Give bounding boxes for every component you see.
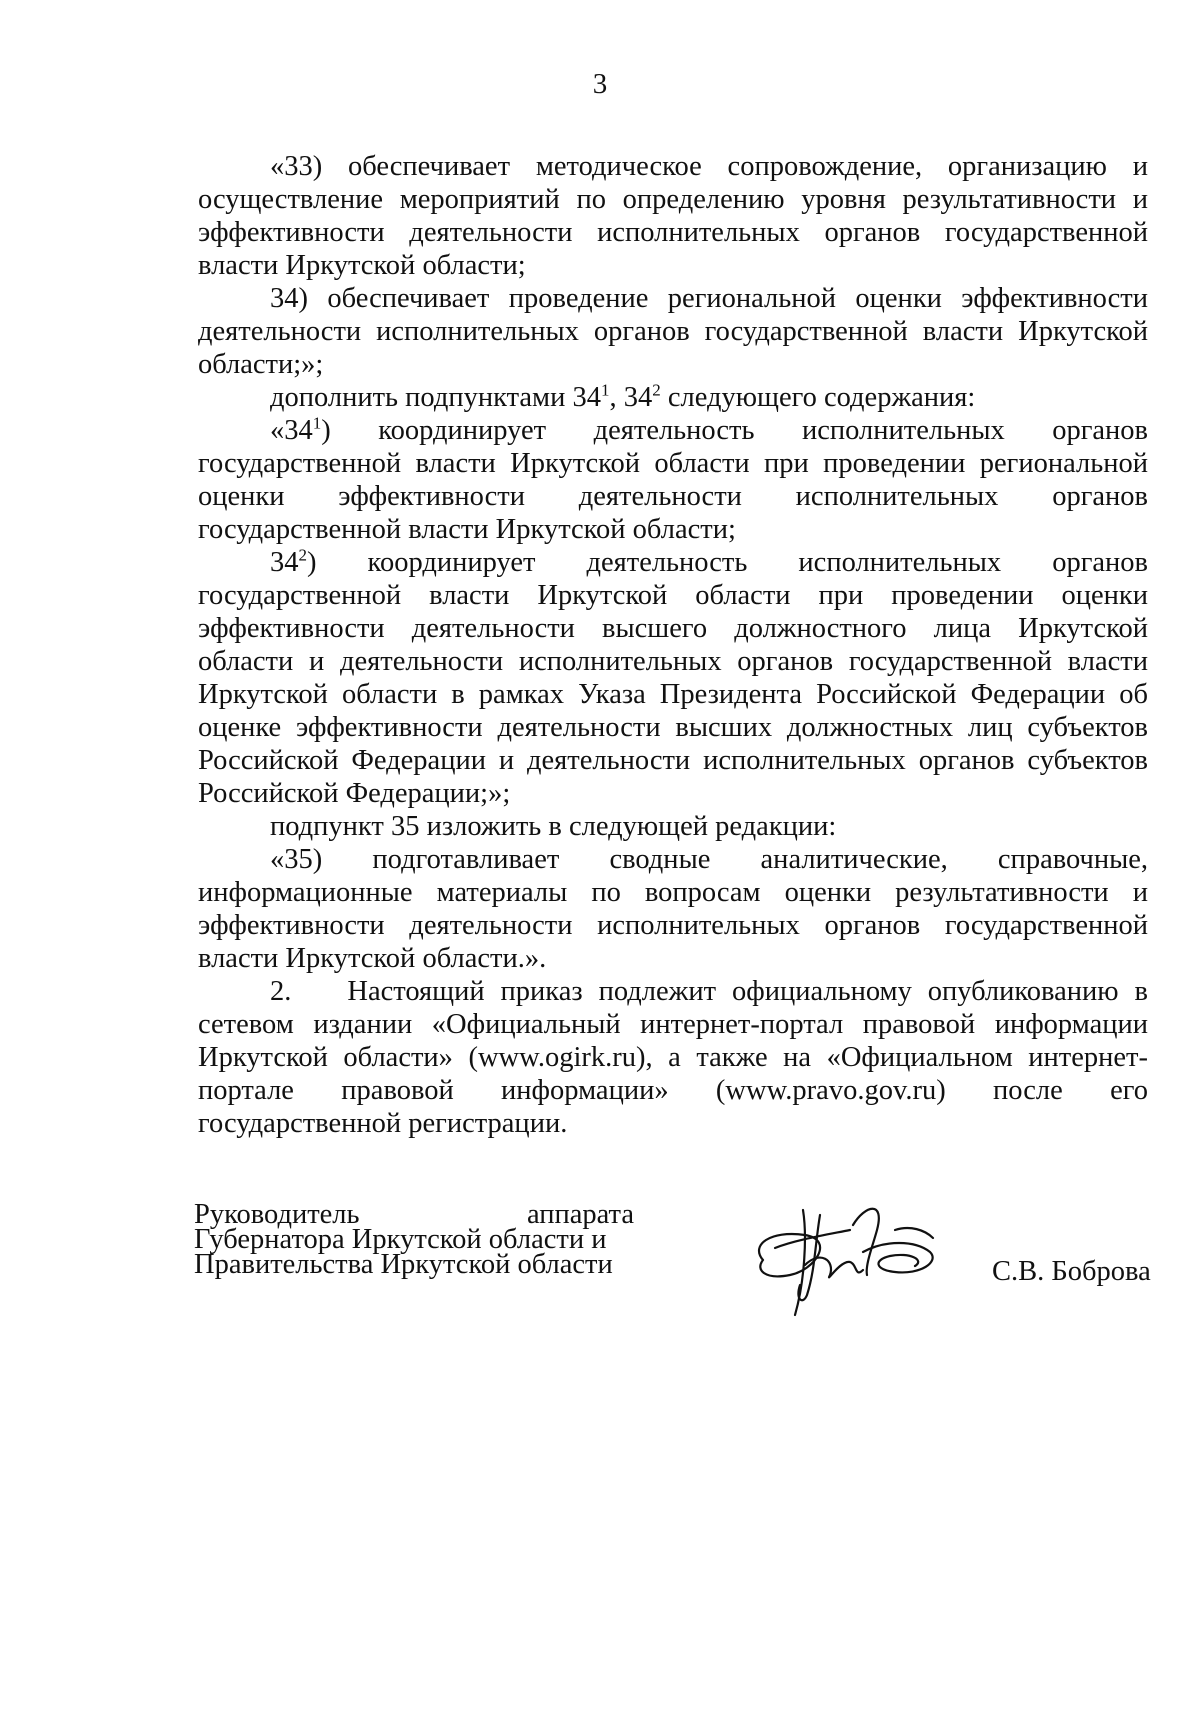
signatory-position <box>194 1199 634 1280</box>
supplement-middle: , 34 <box>609 382 653 413</box>
supplement-suffix: следующего содержания: <box>660 382 976 413</box>
item-34-2-sup: 2 <box>298 545 307 565</box>
item-34-1-sup: 1 <box>312 413 322 433</box>
item-34-2-text: ) координирует деятельность исполнительных органов государственной власти Иркутской области при проведении оценки эффективности деятельности высшего должностного лица Иркутской области и деятельности исполнительных органов государственной власти Иркутской области в рамках Указа Президента Российской Федерации об оценке эффективности деятельности высших должностных лиц субъектов Российской Федерации и деятельности исполнительных органов субъектов Российской Федерации;»; <box>198 547 1148 809</box>
signer-name: С.В. Боброва <box>992 1256 1151 1287</box>
item-34-1-prefix: «34 <box>270 415 313 446</box>
paragraph-33: «33) обеспечивает методическое сопровождение, организацию и осуществление мероприятий по определению уровня результативности и эффективности деятельности исполнительных органов государственной власти Иркутской области; <box>198 151 1148 281</box>
item-2-text: Настоящий приказ подлежит официальному опубликованию в сетевом издании «Официальный интернет-портал правовой информации Иркутской области» (www.ogirk.ru), а также на «Официальном интернет-портале правовой информации» (www.pravo.gov.ru) после его государственной регистрации. <box>198 976 1148 1139</box>
paragraph-34-1 <box>198 414 1148 546</box>
supplement-sup-1: 1 <box>600 380 610 400</box>
position-word-1: Руководитель <box>194 1199 360 1230</box>
paragraph-35-intro: подпункт 35 изложить в следующей редакции: <box>270 811 837 842</box>
page-number: 3 <box>592 68 608 100</box>
handwritten-signature <box>745 1190 945 1320</box>
document-body <box>198 150 1148 1140</box>
supplement-sup-2: 2 <box>652 380 661 400</box>
item-2-number: 2. <box>270 976 292 1007</box>
item-34-2-prefix: 34 <box>270 547 299 578</box>
paragraph-34: 34) обеспечивает проведение региональной оценки эффективности деятельности исполнительных органов государственной власти Иркутской области;»; <box>198 283 1148 380</box>
position-word-2: аппарата <box>526 1199 634 1230</box>
paragraph-34-2 <box>198 546 1148 810</box>
paragraph-35: «35) подготавливает сводные аналитические, справочные, информационные материалы по вопросам оценки результативности и эффективности деятельности исполнительных органов государственной власти Иркутской области.». <box>198 844 1148 974</box>
item-34-1-text: ) координирует деятельность исполнительных органов государственной власти Иркутской области при проведении региональной оценки эффективности деятельности исполнительных органов государственной власти Иркутской области; <box>198 415 1148 545</box>
paragraph-supplement <box>198 381 1148 414</box>
supplement-prefix: дополнить подпунктами 34 <box>270 382 601 413</box>
position-line-2: Губернатора Иркутской области и <box>194 1224 607 1255</box>
position-line-3: Правительства Иркутской области <box>194 1249 613 1280</box>
paragraph-item-2 <box>198 975 1148 1140</box>
